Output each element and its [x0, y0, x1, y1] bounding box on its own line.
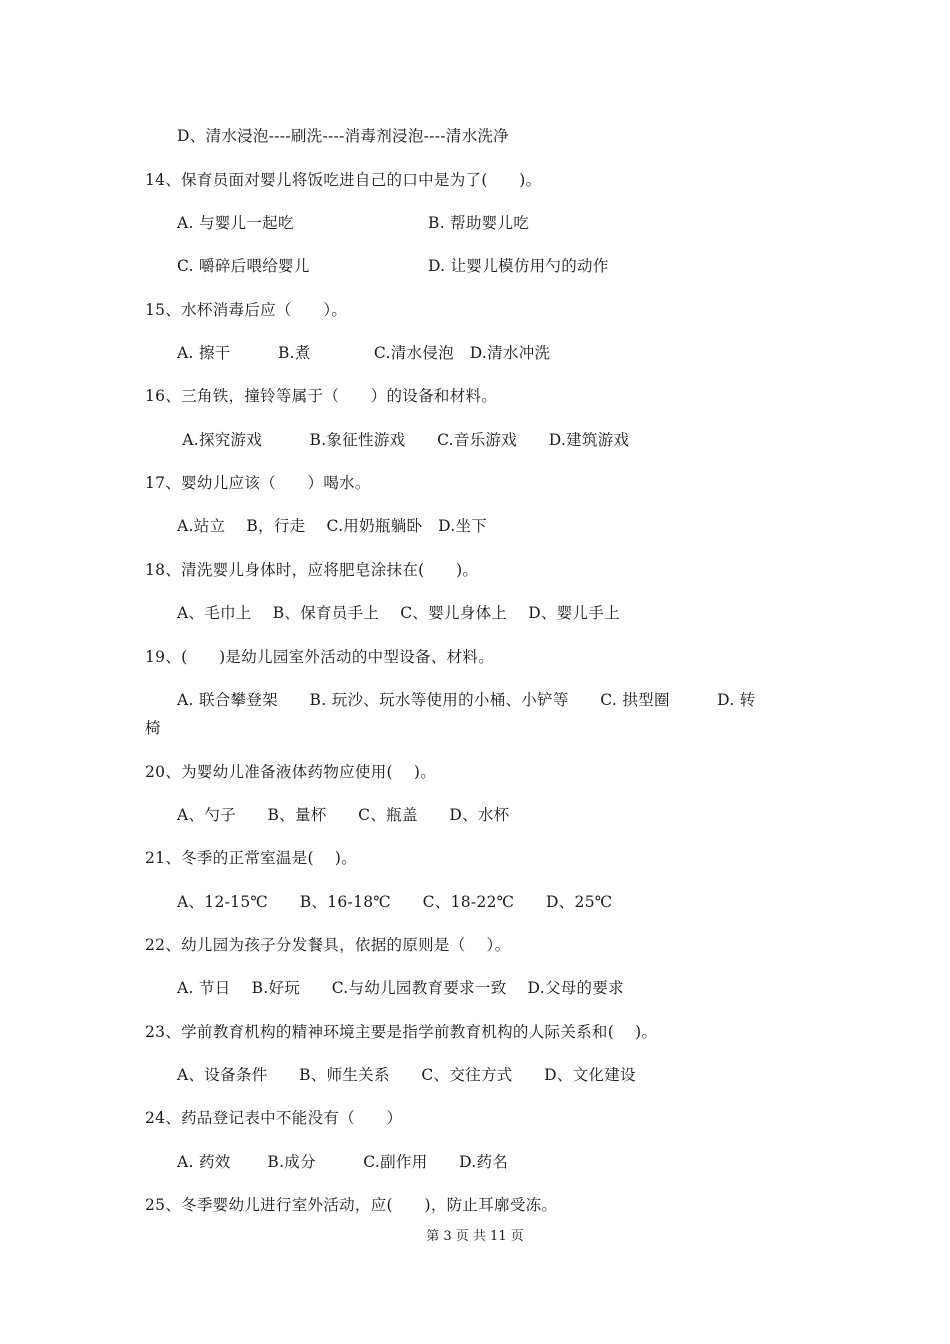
q22-options: A. 节日 B.好玩 C.与幼儿园教育要求一致 D.父母的要求 — [177, 979, 624, 997]
q20-options: A、勺子 B、量杯 C、瓶盖 D、水杯 — [177, 806, 510, 824]
question-25: 25、冬季婴幼儿进行室外活动，应( )，防止耳廓受冻。 — [145, 1196, 558, 1214]
question-19: 19、( )是幼儿园室外活动的中型设备、材料。 — [145, 648, 495, 666]
q17-options: A.站立 B，行走 C.用奶瓶躺卧 D.坐下 — [177, 517, 488, 535]
question-16: 16、三角铁，撞铃等属于（ ）的设备和材料。 — [145, 387, 498, 405]
q16-options: A.探究游戏 B.象征性游戏 C.音乐游戏 D.建筑游戏 — [177, 431, 630, 449]
q14-option-c: C. 嚼碎后喂给婴儿 — [177, 257, 310, 275]
q18-options: A、毛巾上 B、保育员手上 C、婴儿身体上 D、婴儿手上 — [177, 604, 620, 622]
question-23: 23、学前教育机构的精神环境主要是指学前教育机构的人际关系和( )。 — [145, 1023, 658, 1041]
q15-options: A. 擦干 B.煮 C.清水侵泡 D.清水冲洗 — [177, 344, 551, 362]
question-21: 21、冬季的正常室温是( )。 — [145, 849, 358, 867]
q14-option-b: B. 帮助婴儿吃 — [428, 214, 530, 232]
page-footer: 第 3 页 共 11 页 — [426, 1229, 524, 1244]
question-22: 22、幼儿园为孩子分发餐具，依据的原则是（ ）。 — [145, 936, 511, 954]
q23-options: A、设备条件 B、师生关系 C、交往方式 D、文化建设 — [177, 1066, 636, 1084]
question-17: 17、婴幼儿应该（ ）喝水。 — [145, 474, 371, 492]
question-15: 15、水杯消毒后应（ ）。 — [145, 301, 348, 319]
q21-options: A、12-15℃ B、16-18℃ C、18-22℃ D、25℃ — [177, 893, 613, 911]
q19-options-wrap: 椅 — [145, 719, 161, 737]
q14-option-d: D. 让婴儿模仿用勺的动作 — [428, 257, 609, 275]
q19-options: A. 联合攀登架 B. 玩沙、玩水等使用的小桶、小铲等 C. 拱型圈 D. 转 — [177, 691, 756, 709]
question-14: 14、保育员面对婴儿将饭吃进自己的口中是为了( )。 — [145, 171, 542, 189]
question-24: 24、药品登记表中不能没有（ ） — [145, 1109, 403, 1127]
q13-option-d: D、清水浸泡----刷洗----消毒剂浸泡----清水洗净 — [177, 127, 509, 145]
q24-options: A. 药效 B.成分 C.副作用 D.药名 — [177, 1153, 509, 1171]
question-18: 18、清洗婴儿身体时，应将肥皂涂抹在( )。 — [145, 561, 479, 579]
q14-option-a: A. 与婴儿一起吃 — [177, 214, 294, 232]
question-20: 20、为婴幼儿准备液体药物应使用( )。 — [145, 763, 437, 781]
